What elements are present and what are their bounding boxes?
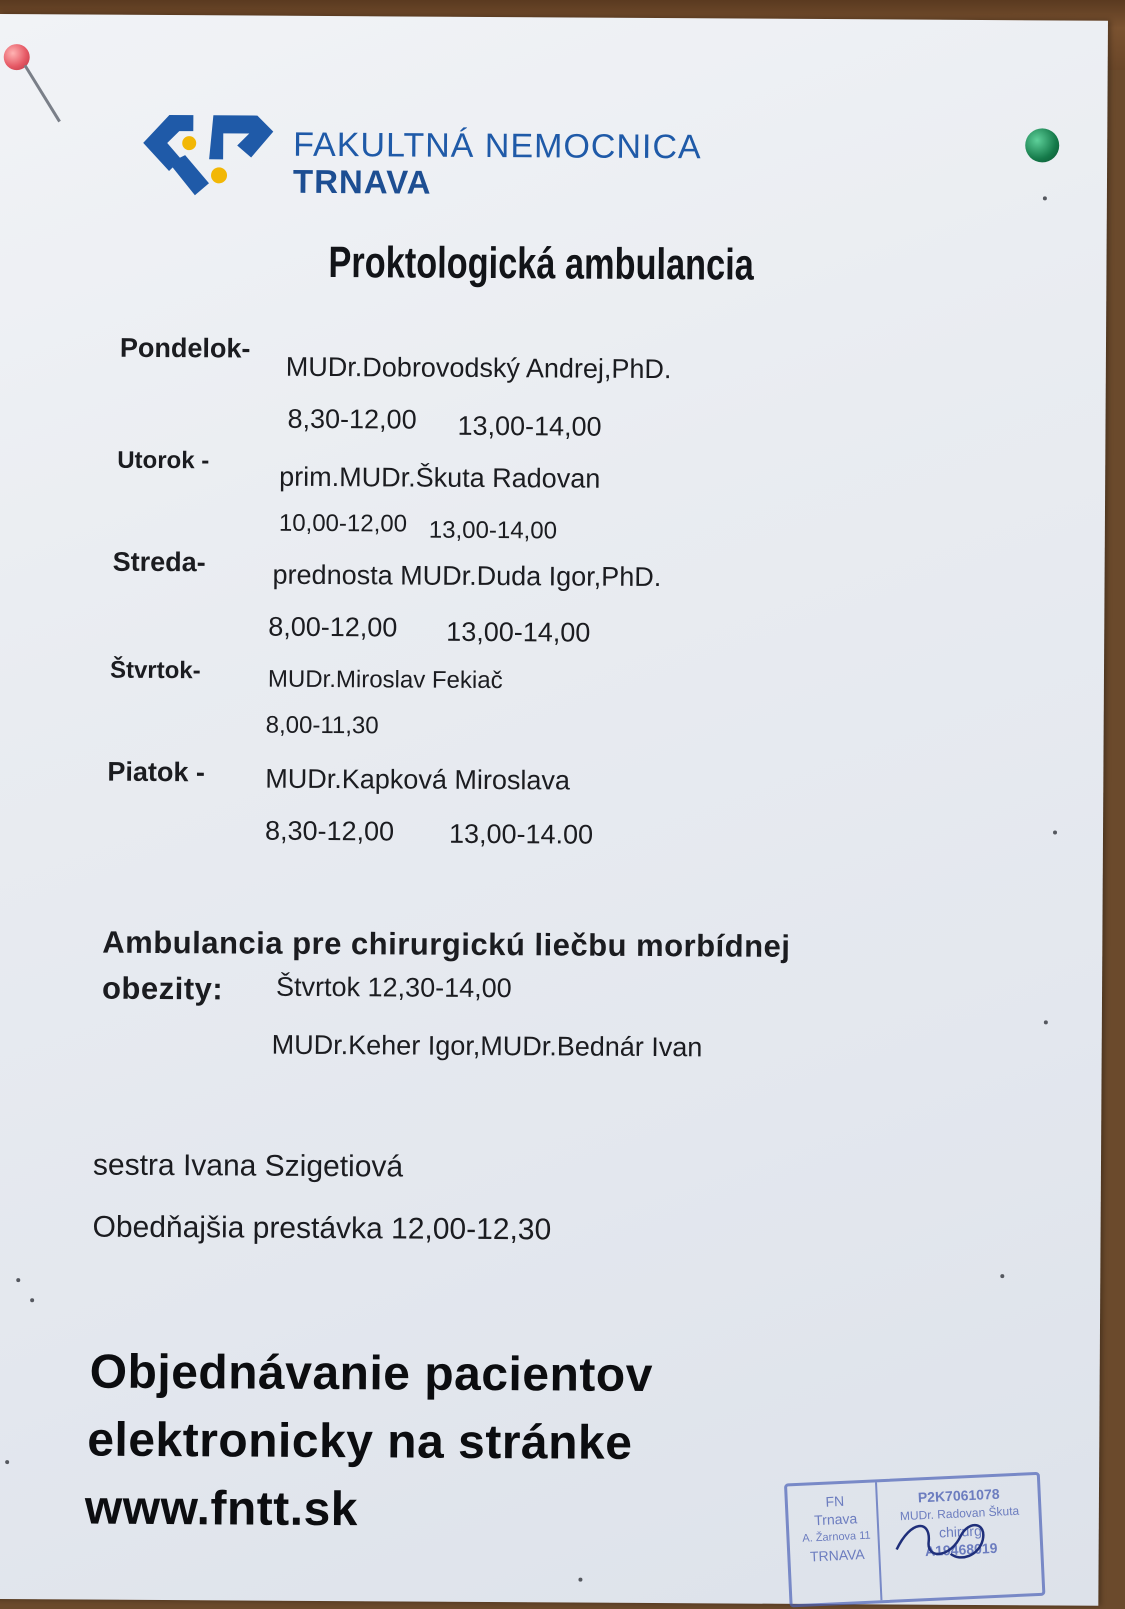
- stamp-divider: [875, 1482, 882, 1600]
- signature-scribble: [891, 1509, 1001, 1570]
- fn-trnava-logo-icon: [139, 103, 280, 210]
- pin-hole: [1044, 1020, 1048, 1024]
- doctor-tuesday: prim.MUDr.Škuta Radovan: [279, 461, 601, 494]
- hours-tuesday-afternoon: 13,00-14,00: [428, 516, 558, 545]
- pushpin-needle: [24, 65, 61, 123]
- hours-thursday: 8,00-11,30: [265, 711, 379, 740]
- stamp-left-line: Trnava: [813, 1510, 858, 1529]
- booking-line1: Objednávanie pacientov: [89, 1345, 654, 1403]
- hours-monday-morning: 8,30-12,00: [287, 403, 417, 435]
- doctor-friday: MUDr.Kapková Miroslava: [265, 763, 571, 796]
- hours-wednesday-morning: 8,00-12,00: [268, 611, 398, 643]
- obesity-doctors: MUDr.Keher Igor,MUDr.Bednár Ivan: [271, 1029, 703, 1063]
- hours-friday-morning: 8,30-12,00: [264, 815, 395, 847]
- stamp-left-line: TRNAVA: [809, 1545, 866, 1565]
- day-thursday: Štvrtok-: [109, 656, 201, 685]
- obesity-when: Štvrtok 12,30-14,00: [275, 971, 512, 1004]
- pin-hole: [30, 1298, 34, 1302]
- lunch-break: Obedňajšia prestávka 12,00-12,30: [92, 1210, 552, 1247]
- hospital-name-line2: TRNAVA: [292, 162, 432, 201]
- pin-hole: [16, 1278, 20, 1282]
- green-pushpin-icon: [1025, 128, 1059, 162]
- day-friday: Piatok -: [107, 756, 205, 788]
- hospital-name: [293, 126, 702, 203]
- hours-wednesday-afternoon: 13,00-14,00: [446, 616, 591, 648]
- stamp-left-text: [795, 1490, 876, 1566]
- booking-url: www.fntt.sk: [84, 1481, 359, 1537]
- pin-hole: [578, 1578, 582, 1582]
- stamp-left-line: FN: [825, 1492, 845, 1510]
- hours-friday-afternoon: 13,00-14.00: [448, 818, 594, 850]
- page-title: Proktologická ambulancia: [328, 238, 754, 290]
- stamp-right-line: chirurg: [938, 1522, 983, 1541]
- booking-line2: elektronicky na stránke: [87, 1413, 633, 1470]
- obesity-heading-line2: obezity:: [101, 970, 224, 1007]
- obesity-heading-line1: Ambulancia pre chirurgickú liečbu morbídnej: [102, 924, 791, 964]
- nurse-name: sestra Ivana Szigetiová: [92, 1148, 404, 1184]
- doctor-monday: MUDr.Dobrovodský Andrej,PhD.: [285, 351, 672, 385]
- day-wednesday: Streda-: [112, 546, 206, 578]
- pin-hole: [1000, 1274, 1004, 1278]
- stamp-right-line: MUDr. Radovan Škuta: [899, 1503, 1020, 1524]
- hospital-name-line1: FAKULTNÁ NEMOCNICA: [293, 125, 702, 167]
- day-monday: Pondelok-: [119, 332, 251, 364]
- hours-tuesday-morning: 10,00-12,00: [278, 509, 408, 538]
- doctor-thursday: MUDr.Miroslav Fekiač: [267, 665, 503, 695]
- pin-hole: [5, 1460, 9, 1464]
- pin-hole: [1053, 830, 1057, 834]
- stamp-right-line: P2K7061078: [917, 1485, 1000, 1506]
- notice-sheet: [0, 14, 1108, 1606]
- hours-monday-afternoon: 13,00-14,00: [457, 410, 602, 442]
- doctor-wednesday: prednosta MUDr.Duda Igor,PhD.: [272, 559, 662, 593]
- pin-hole: [1043, 196, 1047, 200]
- day-tuesday: Utorok -: [117, 446, 210, 475]
- stamp-right-line: A19468019: [924, 1539, 998, 1560]
- stamp-left-line: A. Žarnova 11: [802, 1529, 871, 1545]
